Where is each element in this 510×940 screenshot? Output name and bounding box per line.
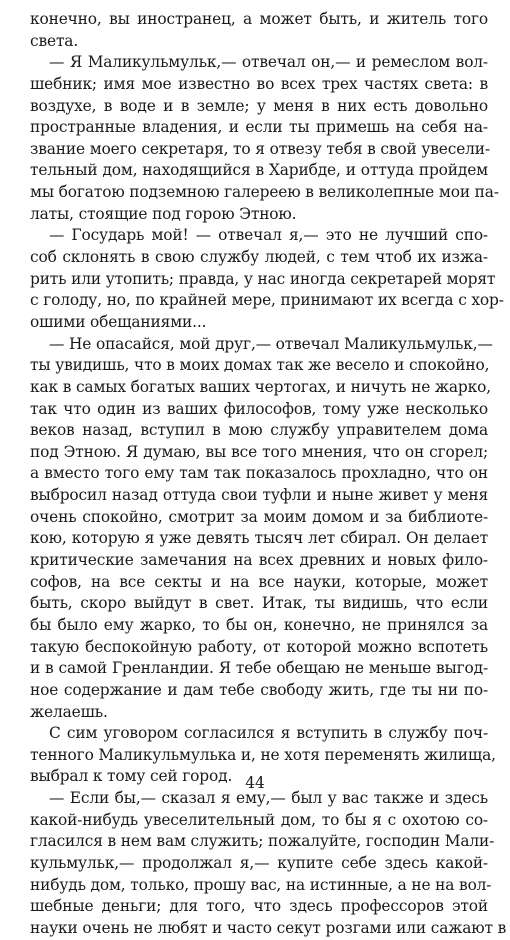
text-line: кою, которую я уже девять тысяч лет сбирал. Он делает <box>30 529 488 548</box>
text-line: кульмульк,— продолжал я,— купите себе здесь какой- <box>30 853 488 872</box>
text-line: гласился в нем вам служить; пожалуйте, господин Мали- <box>30 832 495 851</box>
text-line: света. <box>30 31 79 50</box>
text-line: С сим уговором согласился я вступить в службу поч- <box>49 724 488 743</box>
text-line: очень спокойно, смотрит за моим домом и за библиоте- <box>30 507 488 526</box>
text-line: под Этною. Я думаю, вы все того мнения, что он сгорел; <box>30 442 488 461</box>
text-line: звание моего секретаря, то я отвезу тебя в свой увесели- <box>30 139 490 158</box>
text-line: — Если бы,— сказал я ему,— был у вас также и здесь <box>49 789 488 808</box>
text-line: выбросил назад оттуда свои туфли и ныне живет у меня <box>30 486 488 505</box>
text-line: с голоду, но, по крайней мере, принимают их всегда с хор- <box>30 291 504 310</box>
text-line: критические замечания на всех древних и новых фило- <box>30 551 488 570</box>
text-line: соб склонять в свою службу людей, с тем чтоб их изжа- <box>30 248 488 267</box>
text-line: латы, стоящие под горою Этною. <box>30 204 297 223</box>
text-line: нибудь дом, только, прошу вас, на истинные, а не на вол- <box>30 875 492 894</box>
text-line: веков назад, вступил в мою службу управителем дома <box>30 421 488 440</box>
text-line: конечно, вы иностранец, а может быть, и житель того <box>30 10 488 28</box>
text-line: рить или утопить; правда, у нас иногда секретарей морят <box>30 269 496 288</box>
text-line: выбрал к тому сей город. <box>30 767 233 786</box>
text-line: тенного Маликульмулька и, не хотя переменять жилища, <box>30 745 496 764</box>
text-line: какой-нибудь увеселительный дом, то бы я с охотою со- <box>30 810 488 829</box>
text-line: науки очень не любят и часто секут розгами или сажают в <box>30 918 507 937</box>
text-line: ошими обещаниями... <box>30 312 207 331</box>
text-line: пространные владения, и если ты примешь на себя на- <box>30 118 488 137</box>
text-line: — Я Маликульмульк,— отвечал он,— и ремеслом вол- <box>49 53 488 72</box>
text-line: желаешь. <box>30 702 108 721</box>
text-line: воздухе, в воде и в земле; у меня в них есть довольно <box>30 96 488 115</box>
page-number: 44 <box>245 774 265 792</box>
text-line: — Государь мой! — отвечал я,— это не лучший спо- <box>49 226 488 245</box>
text-line: бы было ему жарко, то бы он, конечно, не принялся за <box>30 615 488 634</box>
text-line: так что один из ваших философов, тому уже несколько <box>30 399 488 418</box>
text-line: ты увидишь, что в моих домах так же весело и спокойно, <box>30 356 490 375</box>
text-line: быть, скоро выйдут в свет. Итак, ты видишь, что если <box>30 594 488 613</box>
text-line: мы богатою подземною галереею в великолепные мои па- <box>30 183 499 202</box>
text-line: шебные деньги; для того, что здесь профессоров этой <box>30 897 488 916</box>
text-line: такую беспокойную работу, от которой можно вспотеть <box>30 637 488 656</box>
text-line: софов, на все секты и на все науки, которые, может <box>30 572 488 591</box>
text-line: — Не опасайся, мой друг,— отвечал Маликульмульк,— <box>49 334 493 353</box>
text-line: и в самой Гренландии. Я тебе обещаю не меньше выгод- <box>30 659 488 678</box>
text-line: как в самых богатых ваших чертогах, и ничуть не жарко, <box>30 377 491 396</box>
text-line: ное содержание и дам тебе свободу жить, где ты ни по- <box>30 680 488 699</box>
text-line: тельный дом, находящийся в Харибде, и оттуда пройдем <box>30 161 488 180</box>
text-line: шебник; имя мое известно во всех трех частях света: в <box>30 74 488 93</box>
text-line: а вместо того ему там так показалось прохладно, что он <box>30 464 488 483</box>
